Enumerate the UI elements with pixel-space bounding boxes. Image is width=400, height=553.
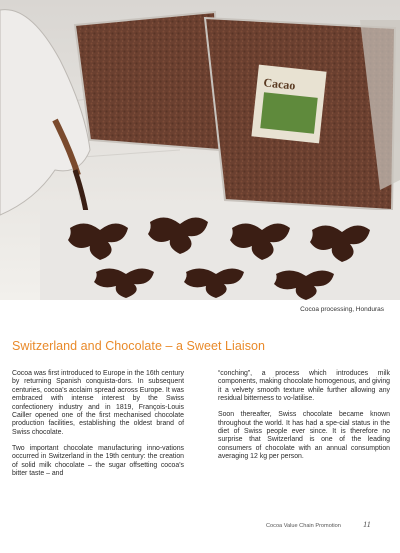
article-title: Switzerland and Chocolate – a Sweet Liaison	[12, 339, 265, 353]
paragraph: Cocoa was first introduced to Europe in the 16th century by returning Spanish conquista-dors. In subsequent centuries, cocoa's acclaim spread across Europe. It was embraced with intense interest by the Swiss confectionery industry and in 1819, François-Louis Cailler opened one of the first mechanised chocolate production facilities, establishing the oldest brand of Swiss chocolate.	[12, 370, 184, 436]
article-column-left	[12, 370, 184, 486]
paragraph: “conching”, a process which introduces milk components, making chocolate homogenous, and giving it a velvety smooth texture while further allowing any residual bitterness to vo-latilise.	[218, 370, 390, 403]
photo-caption: Cocoa processing, Honduras	[300, 306, 384, 313]
footer-label: Cocoa Value Chain Promotion	[266, 523, 341, 529]
cacao-package-label	[251, 65, 326, 144]
paragraph: Soon thereafter, Swiss chocolate became known throughout the world. It has had a spe-cial status in the diet of Swiss people ever since. It is therefore no surprise that Switzerland is one of the leading consumers of chocolate with an annual consumption averaging 12 kg per person.	[218, 411, 390, 461]
svg-text:Cacao: Cacao	[262, 75, 297, 93]
paragraph: Two important chocolate manufacturing inno-vations occurred in Switzerland in the 19th century: the creation of solid milk chocolate – the sugar offsetting cocoa's bitter taste – and	[12, 444, 184, 478]
page-number: 11	[363, 519, 371, 529]
article-column-right	[218, 370, 390, 469]
